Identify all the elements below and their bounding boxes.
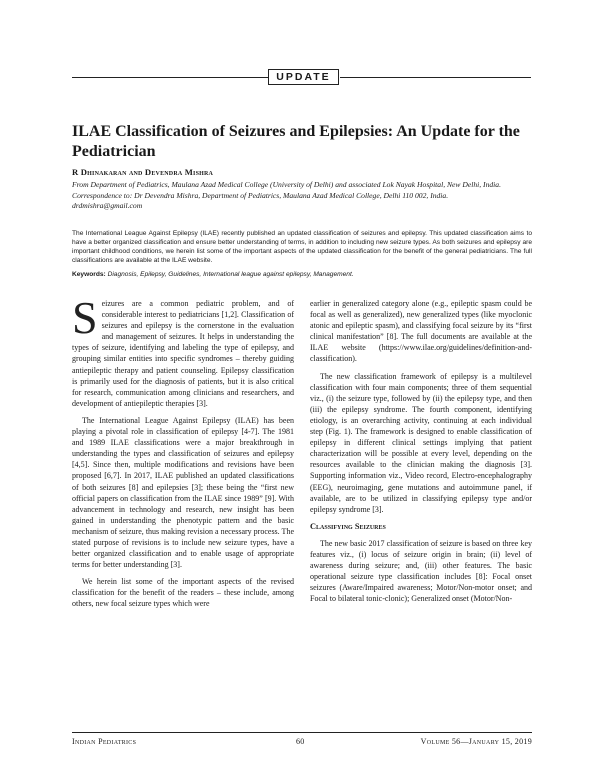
banner-rule-right	[340, 77, 531, 78]
paragraph: earlier in generalized category alone (e.g., epileptic spasm could be focal as well as generalized), new generalized types (like myoclonic atonic and epileptic spasm), and classifying focal seizure by its “first clinical manifestation” [8]. The full documents are available at the ILAE website (https://www.ilae.org/guidelines/definition-and-classification).	[310, 299, 532, 364]
affiliation-block	[72, 180, 532, 212]
section-banner	[72, 69, 531, 85]
footer-rule	[72, 732, 532, 733]
correspondence: Correspondence to: Dr Devendra Mishra, Department of Pediatrics, Maulana Azad Medical College, Delhi 110 002, India.	[72, 190, 449, 200]
affiliation: From Department of Pediatrics, Maulana Azad Medical College (University of Delhi) and associated Lok Nayak Hospital, New Delhi, India.	[72, 180, 501, 189]
section-heading: Classifying Seizures	[310, 521, 386, 531]
abstract: The International League Against Epilepsy (ILAE) recently published an updated classification of seizures and epilepsy. This updated classification aims to have a better organized classification and ensure better understanding of terms, in addition to including new seizure types. As both seizures and epilepsy are important childhood conditions, we herein list some of the important aspects of the updated classification for the benefit of the general pediatricians. The full classifications are available at the ILAE website.	[72, 230, 532, 264]
paragraph: We herein list some of the important aspects of the revised classification for the benefit of the readers – these include, among others, new focal seizure types which were	[72, 577, 294, 609]
page-number: 60	[296, 737, 305, 746]
paragraph	[72, 292, 294, 409]
keywords	[72, 270, 532, 279]
paragraph: The new basic 2017 classification of seizure is based on three key features viz., (i) locus of seizure origin in brain; (ii) level of awareness during seizure; and, (iii) other features. The basic operational seizure type classification includes [8]: Focal onset seizures (Aware/Impaired awareness; Motor/Non-motor onset; and Focal to bilateral tonic-clonic); Generalized onset (Motor/Non-	[310, 538, 532, 604]
article-title: ILAE Classification of Seizures and Epilepsies: An Update for the Pediatrician	[72, 123, 520, 160]
banner-rule-left	[72, 77, 268, 78]
author-line: R Dhinakaran and Devendra Mishra	[72, 167, 214, 177]
section-label: UPDATE	[268, 69, 339, 85]
paragraph-text: eizures are a common pediatric problem, and of considerable interest to pediatricians [1,2]. Classification of seizures and epilepsy is the cornerstone in the evaluation and management of seizures. It helps in understanding the types of seizure, identifying and labeling the type of epilepsy, and grouping similar entities into specific syndromes – thereby guiding antiepileptic therapy and patient counseling. Epilepsy classification is primarily used for the diagnosis of patients, but it is also critical for research, communication among clinicians and researchers, and development of antiepileptic therapies [3].	[72, 299, 294, 408]
paragraph: The new classification framework of epilepsy is a multilevel classification with four main components; three of them sequential viz., (i) the seizure type, followed by (ii) the epilepsy type, and then (iii) the epilepsy syndrome. The fourth component, identifying etiology, is an overarching activity, continuing at each individual step (Fig. 1). The framework is designed to enable classification of epilepsy in different clinical settings implying that patient characterization will be possible at every level, depending on the resources available to the clinician making the diagnosis [3]. Supporting information viz., Video record, Electro-encephalography (EEG), neuroimaging, gene mutations and autoimmune panel, if available, are to be utilized in classifying epilepsy type and/or epilepsy syndrome [3].	[310, 371, 532, 514]
body-column-left	[72, 292, 294, 616]
body-column-right	[310, 298, 532, 610]
keywords-label: Keywords:	[72, 271, 106, 278]
paragraph: The International League Against Epilepsy (ILAE) has been playing a pivotal role in classification of epilepsy [4-7]. The 1981 and 1989 ILAE classifications were a major breakthrough in understanding the types and classification of seizures and epilepsy [4,5]. Since then, multiple modifications and revisions have been proposed [6,7]. In 2017, ILAE published an updated classifications of both seizures [8] and epilepsies [3]; these being the “first new official papers on classification from the ILAE since 1989” [9]. With advancement in technology and research, new insight has been gained in understanding the phenotypic pattern and the basic mechanism of seizure, thus making revision a necessary process. The stated purpose of revisions is to include new seizure types, have a better organized classification and to enable usage of appropriate terms for better understanding [3].	[72, 415, 294, 570]
keywords-list: Diagnosis, Epilepsy, Guidelines, International league against epilepsy, Management.	[107, 271, 354, 278]
drop-cap: S	[72, 292, 98, 343]
email: drdmishra@gmail.com	[72, 201, 143, 210]
footer-volume: Volume 56—January 15, 2019	[420, 737, 532, 746]
footer-journal: Indian Pediatrics	[72, 737, 137, 746]
